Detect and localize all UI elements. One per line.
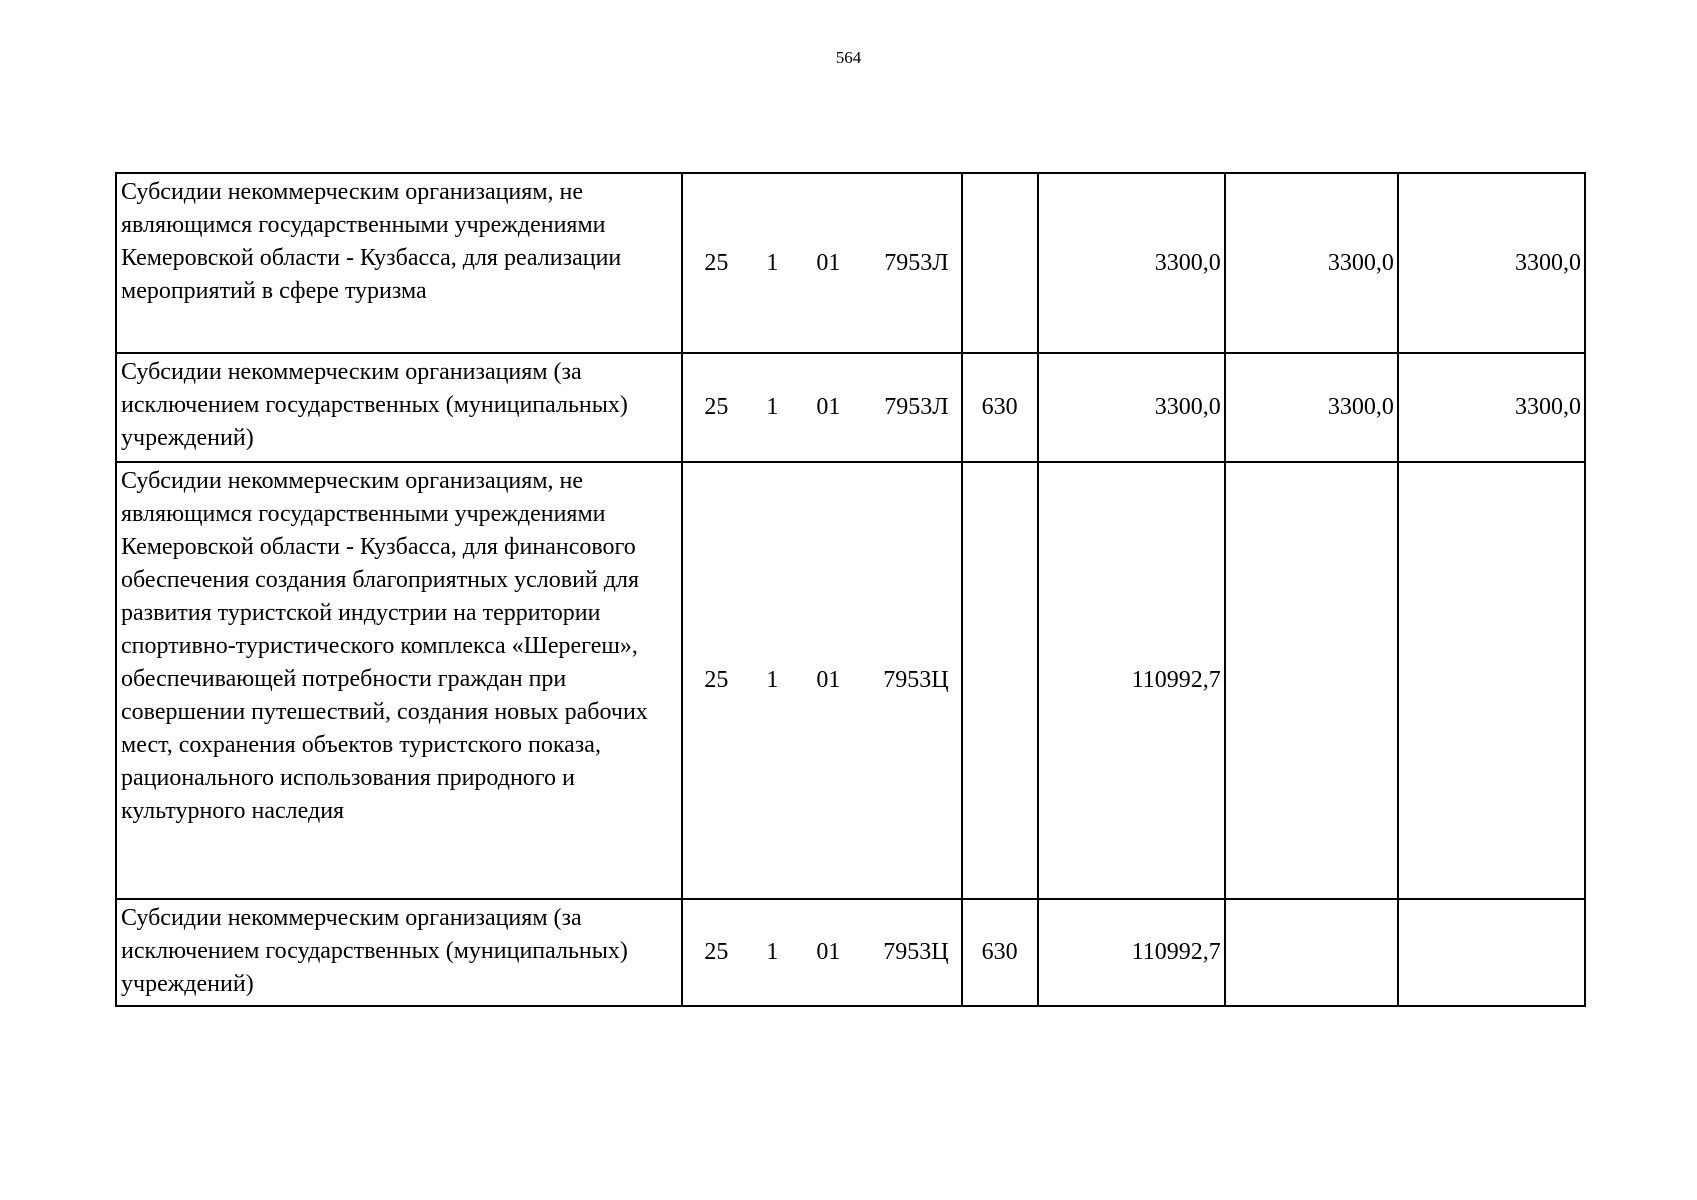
description-cell: Субсидии некоммерческим организациям, не являющимся государственными учреждениями Кемеровской области - Кузбасса, для финансового обеспечения создания благоприятных условий для развития туристской индустрии на территории спортивно-туристического комплекса «Шерегеш», обеспечивающей потребности граждан при совершении путешествий, создания новых рабочих мест, сохранения объектов туристского показа, рационального использования природного и культурного наследия (116, 462, 682, 899)
expense-type-cell (962, 173, 1038, 353)
description-cell: Субсидии некоммерческим организациям (за исключением государственных (муниципальных) учреждений) (116, 899, 682, 1006)
direction-code: 7953Ц (883, 939, 949, 965)
expense-type-cell: 630 (962, 899, 1038, 1006)
table-row (116, 353, 1585, 462)
activity-code: 01 (816, 394, 841, 420)
direction-code: 7953Ц (883, 667, 949, 693)
program-code: 25 (704, 939, 729, 965)
direction-code: 7953Л (884, 394, 949, 420)
subprogram-code: 1 (766, 394, 779, 420)
program-code: 25 (704, 249, 729, 276)
year3-amount-cell (1398, 899, 1585, 1006)
year2-amount-cell: 3300,0 (1225, 173, 1398, 353)
subprogram-code: 1 (766, 249, 779, 276)
year2-amount-cell (1225, 899, 1398, 1006)
table-row (116, 462, 1585, 899)
classification-code-cell (682, 173, 961, 353)
year3-amount-cell (1398, 462, 1585, 899)
expense-type-cell (962, 462, 1038, 899)
year3-amount-cell: 3300,0 (1398, 353, 1585, 462)
activity-code: 01 (816, 249, 841, 276)
program-code: 25 (704, 394, 729, 420)
classification-code-cell (682, 899, 961, 1006)
year1-amount-cell: 3300,0 (1038, 173, 1225, 353)
expense-type-cell: 630 (962, 353, 1038, 462)
classification-code-cell (682, 462, 961, 899)
year3-amount-cell: 3300,0 (1398, 173, 1585, 353)
year2-amount-cell: 3300,0 (1225, 353, 1398, 462)
activity-code: 01 (816, 667, 841, 693)
budget-table (115, 172, 1586, 1007)
program-code: 25 (704, 667, 729, 693)
subprogram-code: 1 (766, 667, 779, 693)
classification-code-cell (682, 353, 961, 462)
activity-code: 01 (816, 939, 841, 965)
year2-amount-cell (1225, 462, 1398, 899)
year1-amount-cell: 110992,7 (1038, 462, 1225, 899)
description-cell: Субсидии некоммерческим организациям (за исключением государственных (муниципальных) учреждений) (116, 353, 682, 462)
table-row (116, 899, 1585, 1006)
direction-code: 7953Л (884, 249, 949, 276)
subprogram-code: 1 (766, 939, 779, 965)
page-number: 564 (835, 48, 862, 67)
table-row (116, 173, 1585, 353)
description-cell: Субсидии некоммерческим организациям, не являющимся государственными учреждениями Кемеровской области - Кузбасса, для реализации мероприятий в сфере туризма (116, 173, 682, 353)
year1-amount-cell: 3300,0 (1038, 353, 1225, 462)
year1-amount-cell: 110992,7 (1038, 899, 1225, 1006)
